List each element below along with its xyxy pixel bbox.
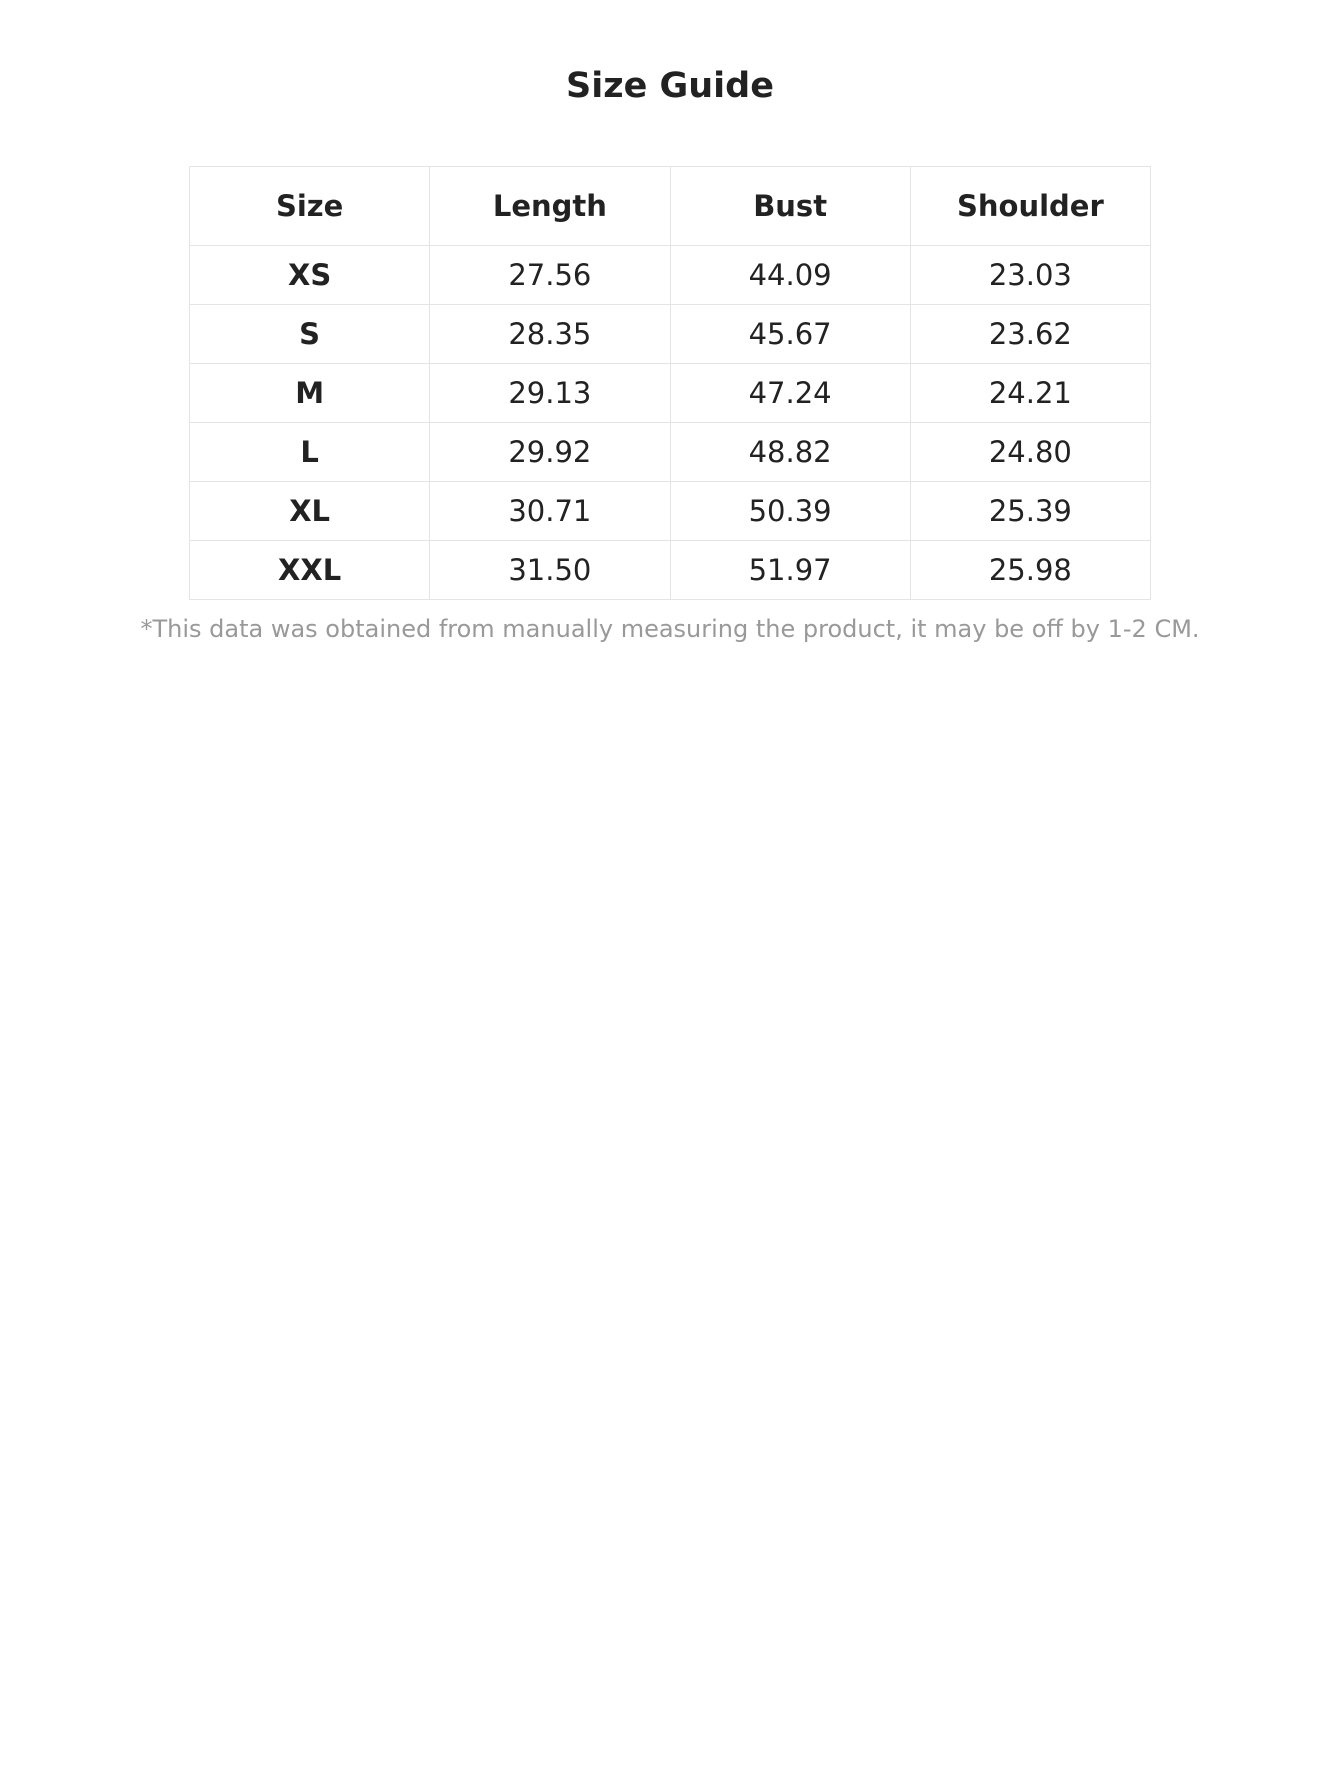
length-cell: 31.50 [430,541,670,600]
shoulder-cell: 23.62 [910,305,1150,364]
bust-cell: 47.24 [670,364,910,423]
bust-cell: 51.97 [670,541,910,600]
size-cell: XL [190,482,430,541]
bust-cell: 45.67 [670,305,910,364]
table-row [190,246,1151,305]
shoulder-cell: 24.21 [910,364,1150,423]
header-length: Length [430,167,670,246]
shoulder-cell: 25.98 [910,541,1150,600]
size-cell: L [190,423,430,482]
shoulder-cell: 24.80 [910,423,1150,482]
table-row [190,482,1151,541]
bust-cell: 48.82 [670,423,910,482]
table-row [190,423,1151,482]
length-cell: 30.71 [430,482,670,541]
size-table [189,166,1151,600]
table-header-row [190,167,1151,246]
shoulder-cell: 25.39 [910,482,1150,541]
header-size: Size [190,167,430,246]
bust-cell: 50.39 [670,482,910,541]
bust-cell: 44.09 [670,246,910,305]
header-bust: Bust [670,167,910,246]
shoulder-cell: 23.03 [910,246,1150,305]
table-row [190,364,1151,423]
size-cell: XXL [190,541,430,600]
page-title: Size Guide [566,66,774,106]
measurement-disclaimer: *This data was obtained from manually measuring the product, it may be off by 1-2 CM. [140,615,1200,643]
header-shoulder: Shoulder [910,167,1150,246]
size-cell: S [190,305,430,364]
size-cell: XS [190,246,430,305]
length-cell: 29.92 [430,423,670,482]
table-row [190,305,1151,364]
length-cell: 28.35 [430,305,670,364]
length-cell: 29.13 [430,364,670,423]
table-row [190,541,1151,600]
size-cell: M [190,364,430,423]
length-cell: 27.56 [430,246,670,305]
